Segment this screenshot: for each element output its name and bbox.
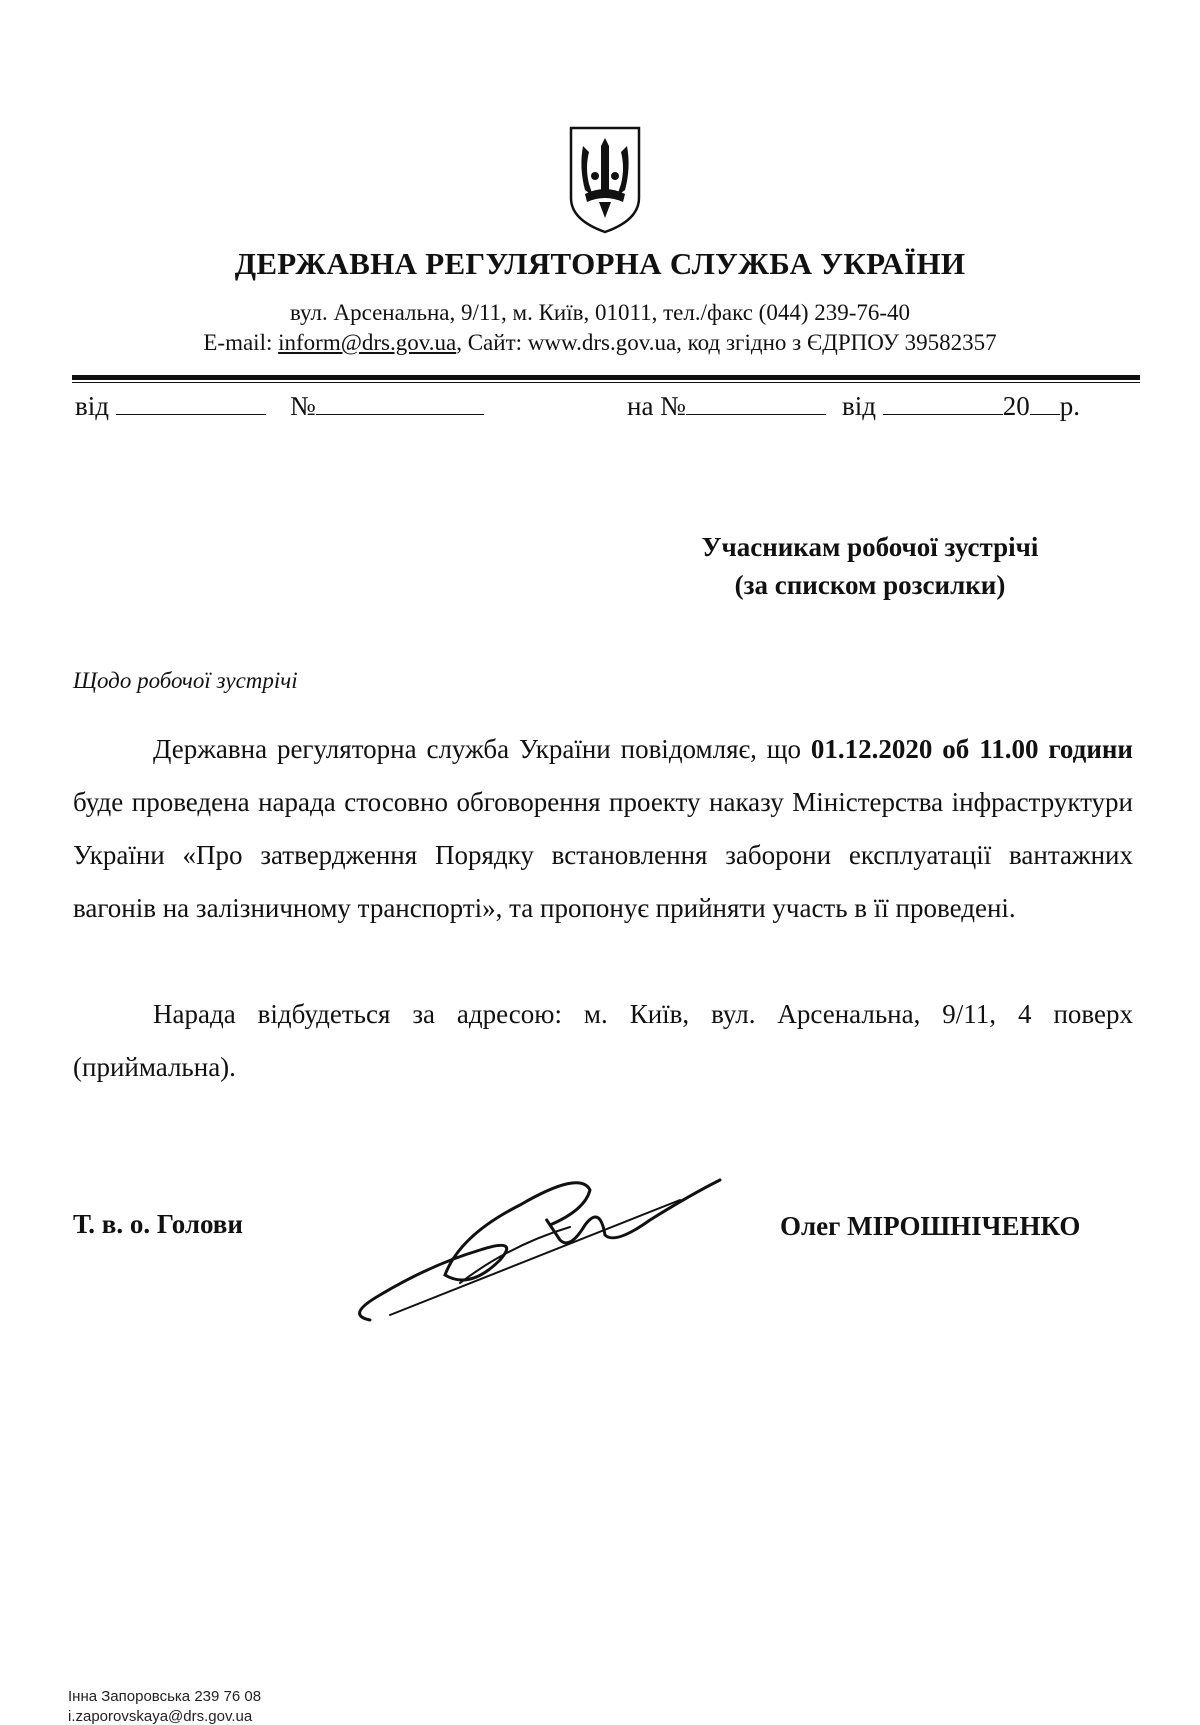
ref-year-blank <box>1030 388 1060 415</box>
ref-from <box>75 388 266 422</box>
ref-number <box>290 388 484 422</box>
site-and-code: , Сайт: www.drs.gov.ua, код згідно з ЄДРПОУ 39582357 <box>456 330 997 355</box>
body-paragraph-2: Нарада відбудеться за адресою: м. Київ, вул. Арсенальна, 9/11, 4 поверх (приймальна). <box>73 999 1133 1082</box>
executor-email: i.zaporovskaya@drs.gov.ua <box>68 1708 253 1725</box>
organization-address: вул. Арсенальна, 9/11, м. Київ, 01011, тел./факс (044) 239-76-40 <box>289 300 911 325</box>
ref-from-blank <box>116 388 266 415</box>
organization-name: ДЕРЖАВНА РЕГУЛЯТОРНА СЛУЖБА УКРАЇНИ <box>234 246 966 281</box>
letter-subject: Щодо робочої зустрічі <box>73 668 298 693</box>
ref-reply-number <box>627 388 826 422</box>
p1-rest: буде проведена нарада стосовно обговорення проекту наказу Міністерства інфраструктури України «Про затвердження Порядку встановлення заборони експлуатації вантажних вагонів на залізничному транспорті», та пропонує прийняти участь в її проведені. <box>73 787 1133 923</box>
ref-year-suffix: р. <box>1059 391 1080 421</box>
header-divider-thin <box>72 382 1140 383</box>
email-label: E-mail: <box>203 330 279 355</box>
addressee-line1: Учасникам робочої зустрічі <box>701 532 1039 562</box>
ref-reply-blank <box>686 388 826 415</box>
ref-from-label: від <box>75 391 109 421</box>
organization-contacts <box>0 330 1200 356</box>
tryzub-coat-of-arms-icon <box>565 124 645 234</box>
ref-reply-date <box>842 388 1080 422</box>
ref-number-blank <box>316 388 484 415</box>
ref-number-label: № <box>290 391 316 421</box>
signatory-title: Т. в. о. Голови <box>73 1209 243 1239</box>
addressee-line2: (за списком розсилки) <box>734 570 1006 600</box>
meeting-datetime: 01.12.2020 об 11.00 години <box>810 734 1133 764</box>
ref-reply-from-label: від <box>842 391 876 421</box>
addressee-block <box>600 528 1140 604</box>
ref-reply-label: на № <box>627 391 686 421</box>
ref-reply-date-blank <box>883 388 1003 415</box>
ref-year-prefix: 20 <box>1002 391 1030 421</box>
p1-intro: Державна регуляторна служба України повідомляє, що <box>153 734 811 764</box>
header-divider-thick <box>72 375 1140 380</box>
executor-info: Інна Запоровська 239 76 08 <box>68 1688 262 1705</box>
handwritten-signature <box>350 1165 730 1345</box>
signatory-name: Олег МІРОШНІЧЕНКО <box>780 1211 1081 1241</box>
body-paragraph-1 <box>73 723 1133 935</box>
email-link[interactable]: inform@drs.gov.ua <box>278 330 457 355</box>
